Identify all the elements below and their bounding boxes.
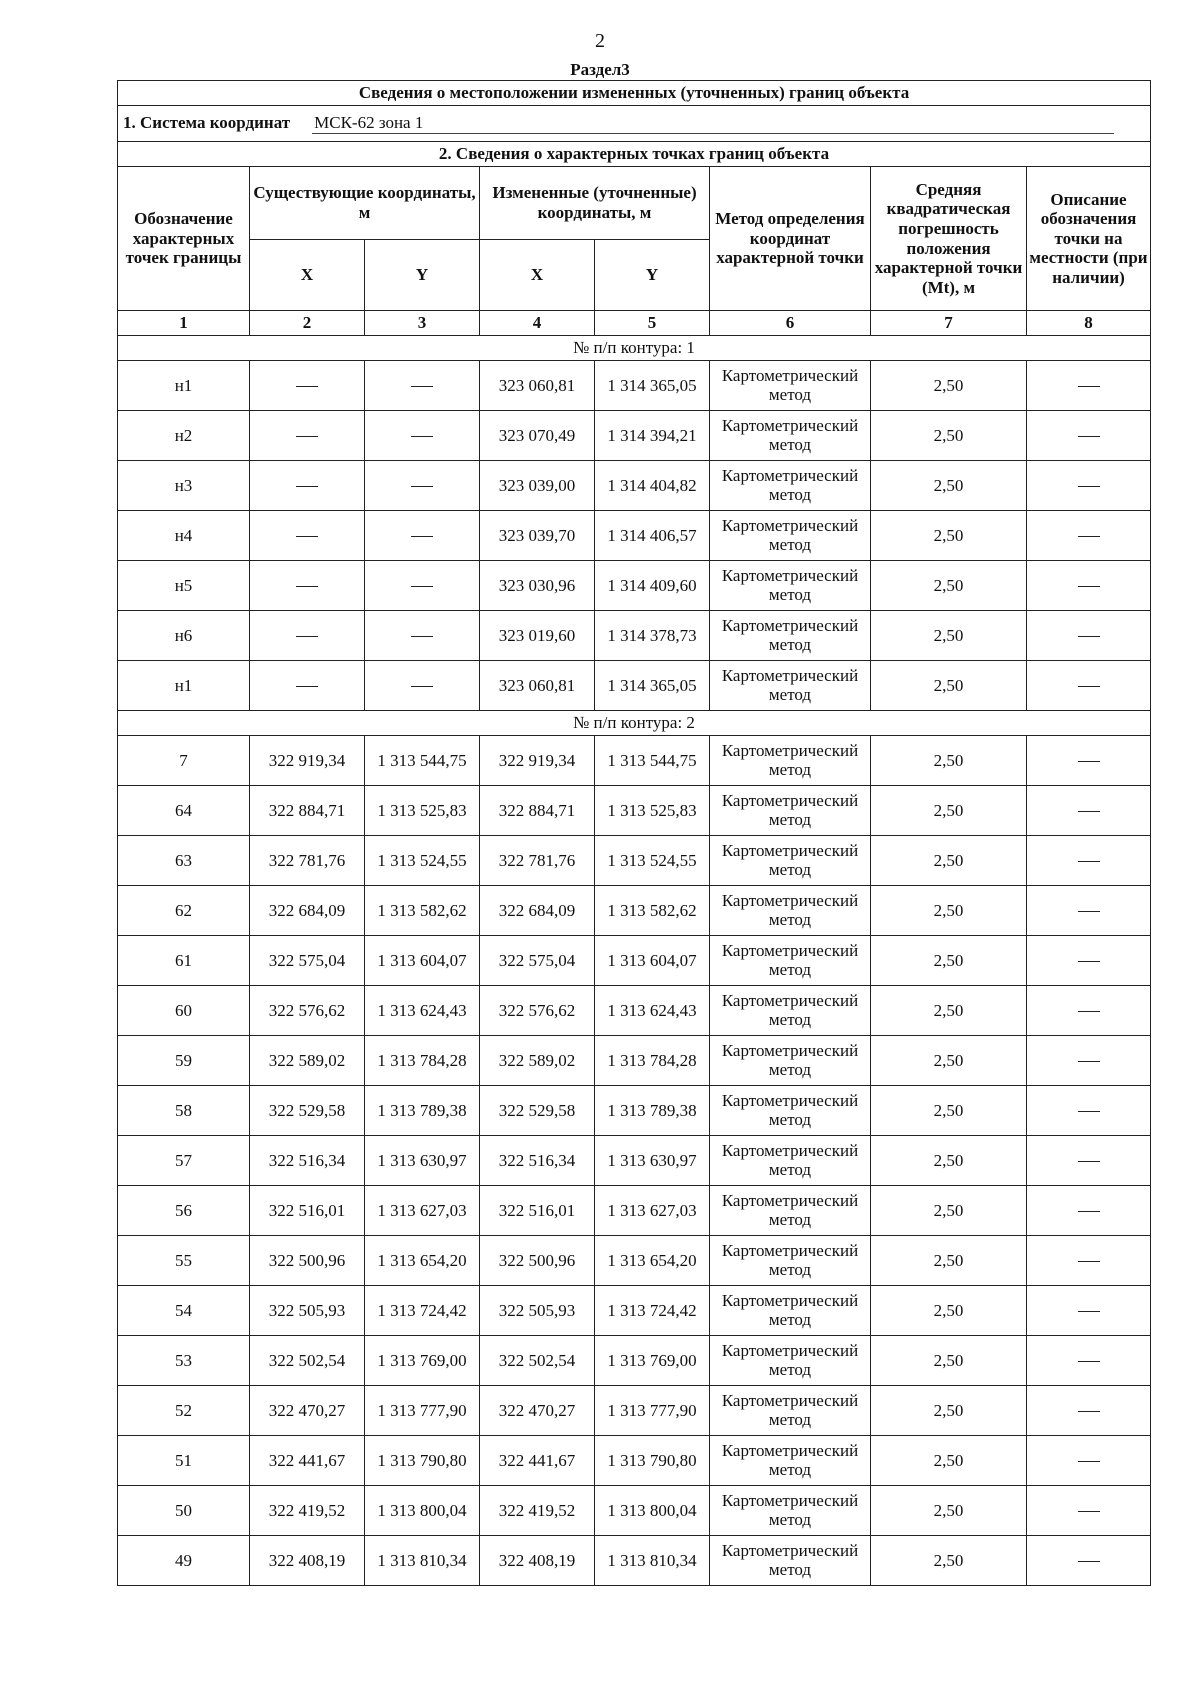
existing-x	[250, 611, 365, 661]
table-row	[118, 1336, 1151, 1386]
mean-error: 2,50	[871, 1286, 1027, 1336]
existing-y: 1 313 800,04	[365, 1486, 480, 1536]
mean-error: 2,50	[871, 1436, 1027, 1486]
point-designation: 58	[118, 1086, 250, 1136]
point-designation: 59	[118, 1036, 250, 1086]
dash-mark	[1078, 1311, 1100, 1312]
table-row	[118, 1036, 1151, 1086]
method: Картометрический метод	[710, 361, 871, 411]
table-row	[118, 361, 1151, 411]
method: Картометрический метод	[710, 1336, 871, 1386]
existing-x: 322 529,58	[250, 1086, 365, 1136]
method: Картометрический метод	[710, 1536, 871, 1586]
existing-y: 1 313 525,83	[365, 786, 480, 836]
changed-y: 1 313 524,55	[595, 836, 710, 886]
table-row	[118, 736, 1151, 786]
existing-y: 1 313 630,97	[365, 1136, 480, 1186]
dash-mark	[1078, 636, 1100, 637]
coordinate-system-label: 1. Система координат	[123, 113, 291, 132]
method: Картометрический метод	[710, 1286, 871, 1336]
mean-error: 2,50	[871, 561, 1027, 611]
table-row	[118, 1436, 1151, 1486]
table-row	[118, 1236, 1151, 1286]
existing-y	[365, 611, 480, 661]
dash-mark	[411, 536, 433, 537]
dash-mark	[296, 636, 318, 637]
method: Картометрический метод	[710, 1386, 871, 1436]
existing-y: 1 313 654,20	[365, 1236, 480, 1286]
column-number: 2	[250, 311, 365, 336]
point-designation: 63	[118, 836, 250, 886]
existing-y	[365, 661, 480, 711]
column-number: 5	[595, 311, 710, 336]
description	[1027, 886, 1151, 936]
existing-x: 322 589,02	[250, 1036, 365, 1086]
table-row	[118, 1136, 1151, 1186]
dash-mark	[296, 436, 318, 437]
description	[1027, 1086, 1151, 1136]
changed-y: 1 313 784,28	[595, 1036, 710, 1086]
existing-y: 1 313 627,03	[365, 1186, 480, 1236]
dash-mark	[411, 386, 433, 387]
mean-error: 2,50	[871, 1386, 1027, 1436]
mean-error: 2,50	[871, 1036, 1027, 1086]
changed-x: 322 441,67	[480, 1436, 595, 1486]
coordinate-system-row	[118, 106, 1151, 142]
dash-mark	[1078, 486, 1100, 487]
changed-y: 1 313 525,83	[595, 786, 710, 836]
mean-error: 2,50	[871, 736, 1027, 786]
changed-x: 322 516,01	[480, 1186, 595, 1236]
changed-x: 323 060,81	[480, 661, 595, 711]
mean-error: 2,50	[871, 886, 1027, 936]
existing-x: 322 516,34	[250, 1136, 365, 1186]
existing-x	[250, 411, 365, 461]
changed-y: 1 313 724,42	[595, 1286, 710, 1336]
mean-error: 2,50	[871, 1486, 1027, 1536]
description	[1027, 836, 1151, 886]
method: Картометрический метод	[710, 561, 871, 611]
changed-x: 322 408,19	[480, 1536, 595, 1586]
table-row	[118, 936, 1151, 986]
description	[1027, 1436, 1151, 1486]
changed-x: 323 070,49	[480, 411, 595, 461]
dash-mark	[1078, 1511, 1100, 1512]
mean-error: 2,50	[871, 1136, 1027, 1186]
existing-x: 322 408,19	[250, 1536, 365, 1586]
changed-y: 1 314 406,57	[595, 511, 710, 561]
mean-error: 2,50	[871, 1336, 1027, 1386]
header-mean-error: Средняя квадратическая погрешность положения характерной точки (Mt), м	[871, 167, 1027, 311]
dash-mark	[296, 536, 318, 537]
existing-y	[365, 361, 480, 411]
table-title: Сведения о местоположении измененных (уточненных) границ объекта	[118, 81, 1151, 106]
point-designation: н5	[118, 561, 250, 611]
point-designation: 62	[118, 886, 250, 936]
dash-mark	[411, 586, 433, 587]
page-number: 2	[595, 30, 605, 52]
existing-y: 1 313 810,34	[365, 1536, 480, 1586]
point-designation: 57	[118, 1136, 250, 1186]
dash-mark	[1078, 1161, 1100, 1162]
description	[1027, 736, 1151, 786]
changed-x: 322 419,52	[480, 1486, 595, 1536]
point-designation: 49	[118, 1536, 250, 1586]
point-designation: 54	[118, 1286, 250, 1336]
existing-x: 322 576,62	[250, 986, 365, 1036]
existing-x: 322 502,54	[250, 1336, 365, 1386]
description	[1027, 661, 1151, 711]
dash-mark	[296, 386, 318, 387]
existing-y: 1 313 604,07	[365, 936, 480, 986]
point-designation: 53	[118, 1336, 250, 1386]
header-row-top	[118, 167, 1151, 240]
description	[1027, 786, 1151, 836]
method: Картометрический метод	[710, 886, 871, 936]
table-row	[118, 1286, 1151, 1336]
dash-mark	[1078, 861, 1100, 862]
changed-x: 322 470,27	[480, 1386, 595, 1436]
table-row	[118, 1486, 1151, 1536]
point-designation: н1	[118, 661, 250, 711]
table-row	[118, 611, 1151, 661]
description	[1027, 461, 1151, 511]
method: Картометрический метод	[710, 1036, 871, 1086]
dash-mark	[296, 686, 318, 687]
description	[1027, 611, 1151, 661]
existing-x: 322 516,01	[250, 1186, 365, 1236]
method: Картометрический метод	[710, 661, 871, 711]
existing-x: 322 575,04	[250, 936, 365, 986]
boundary-points-table	[117, 80, 1151, 1586]
method: Картометрический метод	[710, 736, 871, 786]
changed-x: 322 502,54	[480, 1336, 595, 1386]
mean-error: 2,50	[871, 361, 1027, 411]
existing-y: 1 313 789,38	[365, 1086, 480, 1136]
changed-y: 1 313 582,62	[595, 886, 710, 936]
mean-error: 2,50	[871, 936, 1027, 986]
existing-x: 322 441,67	[250, 1436, 365, 1486]
description	[1027, 511, 1151, 561]
mean-error: 2,50	[871, 461, 1027, 511]
changed-x: 323 030,96	[480, 561, 595, 611]
description	[1027, 1286, 1151, 1336]
dash-mark	[411, 686, 433, 687]
changed-y: 1 313 654,20	[595, 1236, 710, 1286]
dash-mark	[1078, 1461, 1100, 1462]
header-existing-x: X	[250, 240, 365, 311]
changed-x: 322 919,34	[480, 736, 595, 786]
dash-mark	[1078, 536, 1100, 537]
description	[1027, 1336, 1151, 1386]
column-number: 1	[118, 311, 250, 336]
point-designation: 60	[118, 986, 250, 1036]
point-designation: н4	[118, 511, 250, 561]
existing-x: 322 781,76	[250, 836, 365, 886]
table-row	[118, 786, 1151, 836]
contour-row	[118, 711, 1151, 736]
changed-x: 322 516,34	[480, 1136, 595, 1186]
table-body	[118, 81, 1151, 1586]
dash-mark	[411, 636, 433, 637]
description	[1027, 1036, 1151, 1086]
mean-error: 2,50	[871, 986, 1027, 1036]
method: Картометрический метод	[710, 1186, 871, 1236]
changed-x: 322 684,09	[480, 886, 595, 936]
table-row	[118, 461, 1151, 511]
existing-y: 1 313 784,28	[365, 1036, 480, 1086]
dash-mark	[1078, 436, 1100, 437]
column-number: 6	[710, 311, 871, 336]
dash-mark	[1078, 911, 1100, 912]
header-column-numbers	[118, 311, 1151, 336]
changed-y: 1 313 810,34	[595, 1536, 710, 1586]
dash-mark	[1078, 761, 1100, 762]
changed-x: 323 039,00	[480, 461, 595, 511]
changed-y: 1 314 404,82	[595, 461, 710, 511]
existing-y: 1 313 544,75	[365, 736, 480, 786]
mean-error: 2,50	[871, 411, 1027, 461]
changed-y: 1 314 409,60	[595, 561, 710, 611]
table-row	[118, 1186, 1151, 1236]
method: Картометрический метод	[710, 1086, 871, 1136]
mean-error: 2,50	[871, 661, 1027, 711]
changed-y: 1 314 394,21	[595, 411, 710, 461]
mean-error: 2,50	[871, 786, 1027, 836]
point-designation: н3	[118, 461, 250, 511]
method: Картометрический метод	[710, 1236, 871, 1286]
table-row	[118, 661, 1151, 711]
contour-label: № п/п контура: 2	[118, 711, 1151, 736]
header-existing-y: Y	[365, 240, 480, 311]
existing-x: 322 505,93	[250, 1286, 365, 1336]
changed-x: 322 884,71	[480, 786, 595, 836]
table-row	[118, 1536, 1151, 1586]
method: Картометрический метод	[710, 1436, 871, 1486]
method: Картометрический метод	[710, 511, 871, 561]
existing-y: 1 313 582,62	[365, 886, 480, 936]
changed-y: 1 314 378,73	[595, 611, 710, 661]
column-number: 3	[365, 311, 480, 336]
changed-y: 1 313 627,03	[595, 1186, 710, 1236]
changed-y: 1 313 604,07	[595, 936, 710, 986]
description	[1027, 1536, 1151, 1586]
dash-mark	[1078, 961, 1100, 962]
dash-mark	[1078, 386, 1100, 387]
existing-x: 322 419,52	[250, 1486, 365, 1536]
dash-mark	[1078, 811, 1100, 812]
description	[1027, 561, 1151, 611]
dash-mark	[1078, 1361, 1100, 1362]
header-changed-x: X	[480, 240, 595, 311]
method: Картометрический метод	[710, 1486, 871, 1536]
section-title: Раздел3	[570, 60, 630, 79]
header-changed-y: Y	[595, 240, 710, 311]
coordinate-system-value: МСК-62 зона 1	[312, 113, 1114, 134]
changed-x: 322 500,96	[480, 1236, 595, 1286]
header-method: Метод определения координат характерной точки	[710, 167, 871, 311]
existing-x: 322 884,71	[250, 786, 365, 836]
description	[1027, 1186, 1151, 1236]
dash-mark	[1078, 1111, 1100, 1112]
header-changed-coordinates: Измененные (уточненные) координаты, м	[480, 167, 710, 240]
points-section-title: 2. Сведения о характерных точках границ объекта	[118, 142, 1151, 167]
existing-y	[365, 411, 480, 461]
contour-label: № п/п контура: 1	[118, 336, 1151, 361]
mean-error: 2,50	[871, 1536, 1027, 1586]
changed-y: 1 314 365,05	[595, 661, 710, 711]
changed-x: 323 039,70	[480, 511, 595, 561]
dash-mark	[411, 436, 433, 437]
changed-x: 323 060,81	[480, 361, 595, 411]
changed-y: 1 313 769,00	[595, 1336, 710, 1386]
mean-error: 2,50	[871, 1186, 1027, 1236]
existing-x	[250, 511, 365, 561]
point-designation: 51	[118, 1436, 250, 1486]
method: Картометрический метод	[710, 611, 871, 661]
table-row	[118, 511, 1151, 561]
table-row	[118, 836, 1151, 886]
dash-mark	[1078, 686, 1100, 687]
changed-y: 1 313 630,97	[595, 1136, 710, 1186]
description	[1027, 361, 1151, 411]
changed-y: 1 313 790,80	[595, 1436, 710, 1486]
table-row	[118, 886, 1151, 936]
changed-x: 323 019,60	[480, 611, 595, 661]
existing-y	[365, 461, 480, 511]
point-designation: 55	[118, 1236, 250, 1286]
method: Картометрический метод	[710, 411, 871, 461]
changed-y: 1 313 800,04	[595, 1486, 710, 1536]
point-designation: 7	[118, 736, 250, 786]
existing-x: 322 470,27	[250, 1386, 365, 1436]
header-point-designation: Обозначение характерных точек границы	[118, 167, 250, 311]
contour-row	[118, 336, 1151, 361]
column-number: 7	[871, 311, 1027, 336]
point-designation: н2	[118, 411, 250, 461]
table-row	[118, 1386, 1151, 1436]
table-row	[118, 561, 1151, 611]
changed-x: 322 589,02	[480, 1036, 595, 1086]
method: Картометрический метод	[710, 836, 871, 886]
existing-x	[250, 461, 365, 511]
changed-x: 322 576,62	[480, 986, 595, 1036]
point-designation: 64	[118, 786, 250, 836]
description	[1027, 936, 1151, 986]
dash-mark	[1078, 1211, 1100, 1212]
description	[1027, 1386, 1151, 1436]
changed-x: 322 575,04	[480, 936, 595, 986]
table-row	[118, 1086, 1151, 1136]
point-designation: н6	[118, 611, 250, 661]
point-designation: н1	[118, 361, 250, 411]
dash-mark	[1078, 1561, 1100, 1562]
method: Картометрический метод	[710, 936, 871, 986]
point-designation: 52	[118, 1386, 250, 1436]
dash-mark	[1078, 586, 1100, 587]
existing-y: 1 313 724,42	[365, 1286, 480, 1336]
existing-y: 1 313 524,55	[365, 836, 480, 886]
existing-x: 322 500,96	[250, 1236, 365, 1286]
changed-x: 322 781,76	[480, 836, 595, 886]
existing-y: 1 313 777,90	[365, 1386, 480, 1436]
column-number: 4	[480, 311, 595, 336]
changed-y: 1 313 777,90	[595, 1386, 710, 1436]
point-designation: 56	[118, 1186, 250, 1236]
description	[1027, 411, 1151, 461]
table-row	[118, 986, 1151, 1036]
dash-mark	[411, 486, 433, 487]
existing-x	[250, 361, 365, 411]
existing-y: 1 313 769,00	[365, 1336, 480, 1386]
mean-error: 2,50	[871, 1236, 1027, 1286]
changed-y: 1 313 544,75	[595, 736, 710, 786]
description	[1027, 1486, 1151, 1536]
point-designation: 50	[118, 1486, 250, 1536]
changed-x: 322 529,58	[480, 1086, 595, 1136]
existing-y	[365, 561, 480, 611]
method: Картометрический метод	[710, 1136, 871, 1186]
method: Картометрический метод	[710, 461, 871, 511]
method: Картометрический метод	[710, 786, 871, 836]
existing-x: 322 919,34	[250, 736, 365, 786]
mean-error: 2,50	[871, 511, 1027, 561]
existing-y	[365, 511, 480, 561]
description	[1027, 1136, 1151, 1186]
dash-mark	[1078, 1261, 1100, 1262]
existing-y: 1 313 790,80	[365, 1436, 480, 1486]
changed-x: 322 505,93	[480, 1286, 595, 1336]
mean-error: 2,50	[871, 836, 1027, 886]
existing-x: 322 684,09	[250, 886, 365, 936]
dash-mark	[1078, 1011, 1100, 1012]
point-designation: 61	[118, 936, 250, 986]
dash-mark	[1078, 1411, 1100, 1412]
mean-error: 2,50	[871, 611, 1027, 661]
method: Картометрический метод	[710, 986, 871, 1036]
header-existing-coordinates: Существующие координаты, м	[250, 167, 480, 240]
table-row	[118, 411, 1151, 461]
dash-mark	[296, 586, 318, 587]
description	[1027, 986, 1151, 1036]
existing-y: 1 313 624,43	[365, 986, 480, 1036]
existing-x	[250, 561, 365, 611]
dash-mark	[296, 486, 318, 487]
changed-y: 1 313 789,38	[595, 1086, 710, 1136]
changed-y: 1 313 624,43	[595, 986, 710, 1036]
header-description: Описание обозначения точки на местности (при наличии)	[1027, 167, 1151, 311]
changed-y: 1 314 365,05	[595, 361, 710, 411]
existing-x	[250, 661, 365, 711]
column-number: 8	[1027, 311, 1151, 336]
dash-mark	[1078, 1061, 1100, 1062]
mean-error: 2,50	[871, 1086, 1027, 1136]
description	[1027, 1236, 1151, 1286]
